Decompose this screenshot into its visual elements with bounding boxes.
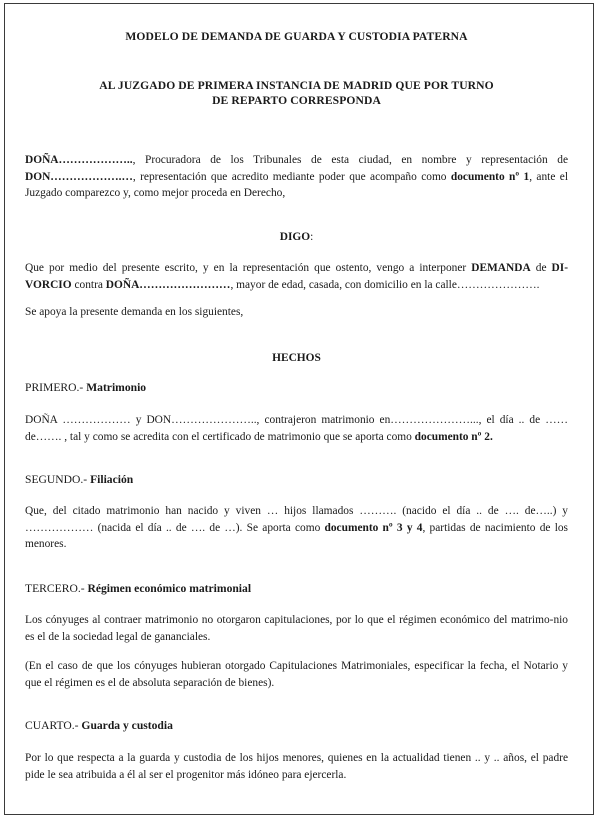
tercero-paragraph-2: (En el caso de que los cónyuges hubieran otorgado Capitulaciones Matrimoniales, especificar la fecha, el Notario y que el régimen es el de absoluta separación de bienes). <box>25 660 568 689</box>
digo-colon: : <box>310 231 314 243</box>
segundo-title: Filiación <box>90 473 134 486</box>
digo-heading <box>25 229 568 246</box>
don-placeholder: DON……………….… <box>25 170 133 183</box>
cuarto-heading <box>25 719 173 732</box>
cuarto-paragraph: Por lo que respecta a la guarda y custodia de los hijos menores, quienes en la actualidad tienen .. y .. años, el padre pide le sea atribuida a él al ser el progenitor más idóneo para ejercerla. <box>25 752 568 781</box>
segundo-heading <box>25 473 133 486</box>
hechos-heading <box>25 350 568 367</box>
demanda-text-4: , mayor de edad, casada, con domicilio en la calle…………………. <box>230 278 540 291</box>
segundo-text-1: Que, del citado matrimonio han nacido y viven … hijos llamados ………. (nacido el día .. de …. de…..) y ……………… (nacida el día .. de …. de …). Se aporta como <box>25 505 568 534</box>
dona-placeholder: DOÑA……………….. <box>25 154 133 166</box>
tercero-heading <box>25 582 251 595</box>
intro-text-1: , Procuradora de los Tribunales de esta ciudad, en nombre y representación de <box>132 154 568 166</box>
demanda-text-1: Que por medio del presente escrito, y en la representación que ostento, vengo a interponer <box>25 262 472 274</box>
tercero-paragraph-1: Los cónyuges al contraer matrimonio no otorgaron capitulaciones, por lo que el régimen económico del matrimo-nio es el de la sociedad legal de gananciales. <box>25 614 568 643</box>
apoya-paragraph: Se apoya la presente demanda en los siguientes, <box>25 306 244 318</box>
dona-placeholder-2: DOÑA…………………… <box>105 278 231 291</box>
tercero-title: Régimen económico matrimonial <box>87 582 252 595</box>
document-2-ref: documento nº 2. <box>414 430 493 443</box>
primero-number: PRIMERO.- <box>25 381 87 394</box>
digo-label: DIGO <box>279 231 311 243</box>
intro-paragraph <box>25 152 568 202</box>
court-line-2: DE REPARTO CORRESPONDA <box>212 94 381 107</box>
primero-paragraph <box>25 412 568 445</box>
divorcio-bold: DI-VORCIO <box>25 262 568 291</box>
demanda-text-3: contra <box>71 278 106 291</box>
cuarto-number: CUARTO.- <box>25 719 82 732</box>
document-3-4-ref: documento nº 3 y 4 <box>324 521 423 534</box>
court-line-1: AL JUZGADO DE PRIMERA INSTANCIA DE MADRID QUE POR TURNO <box>99 79 494 92</box>
hechos-label: HECHOS <box>272 352 321 364</box>
demanda-paragraph <box>25 260 568 293</box>
document-title: MODELO DE DEMANDA DE GUARDA Y CUSTODIA PATERNA <box>125 30 468 43</box>
demanda-bold: DEMANDA <box>471 262 531 274</box>
primero-title: Matrimonio <box>86 381 147 394</box>
primero-text: DOÑA ……………… y DON………………….., contrajeron matrimonio en…………………..., el día .. de …… de……. , tal y como se acredita con el certificado de matrimonio que se aporta como <box>25 414 568 443</box>
intro-text-3: , ante el Juzgado comparezco y, como mejor proceda en Derecho, <box>25 170 568 199</box>
document-page <box>4 3 594 815</box>
court-address <box>25 78 568 108</box>
demanda-text-2: de <box>530 262 552 274</box>
segundo-text-2: , partidas de nacimiento de los menores. <box>25 521 568 550</box>
cuarto-title: Guarda y custodia <box>81 719 173 732</box>
primero-heading <box>25 381 146 394</box>
segundo-number: SEGUNDO.- <box>25 473 91 486</box>
segundo-paragraph <box>25 503 568 553</box>
document-1-ref: documento nº 1 <box>450 170 530 183</box>
intro-text-2: , representación que acredito mediante poder que acompaño como <box>132 170 451 183</box>
tercero-number: TERCERO.- <box>25 582 88 595</box>
